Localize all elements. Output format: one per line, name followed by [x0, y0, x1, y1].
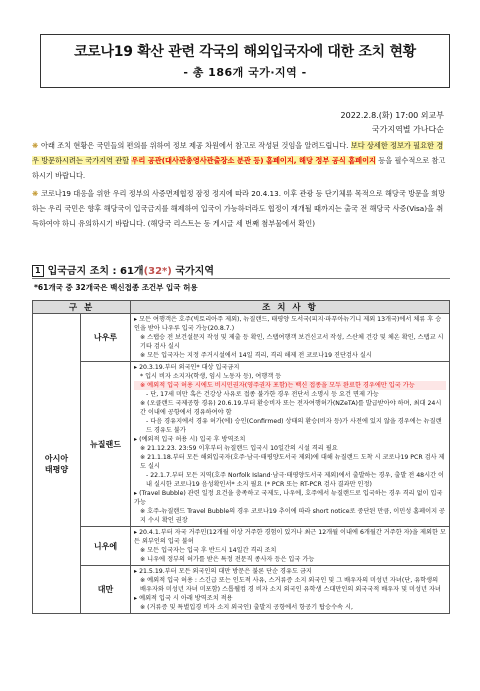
detail-line: ▸ 예외적 입국 시 아래 방역조치 적용: [134, 595, 233, 602]
notice-2-text-a: 코로나19 대응을 위한 우리 정부의 사증면제협정 잠정 정지에 따라 20.4.13. 이후 관광 등 단기체류 목적으로 해당국 방문을 희망하는 우리 국민은 향후 해당국이 입국금지를 해제하여 입국이 가능하더라도 협정이 재개될 때까지는 출국 전 해당국 사증(Visa)을 취득하여야 하니 유의하시기 바랍니다.: [32, 189, 446, 228]
country-cell: 뉴질랜드: [81, 362, 131, 527]
detail-cell: [131, 362, 450, 527]
detail-line: ※ 스탭승 전 보건설문지 작성 및 제출 등 확인, 스탭여행객 보건신고서 작성, 스산체 건강 및 체온 확인, 스탭교 시 기타 검사 실시: [140, 334, 444, 350]
detail-line: ▸ 20.3.19.부터 외국인* 대상 입국금지: [134, 364, 240, 371]
section-title-b: 국가지역: [175, 266, 214, 277]
detail-line: ※ 니우에 정부의 허가를 받은 특정 전문직 종사자 등은 입국 가능: [140, 556, 315, 563]
table-row: [33, 314, 450, 362]
detail-line: * 입시 비자 소지자(학생, 임시 노동자 등), 여행객 등: [140, 373, 282, 380]
detail-cell: [131, 527, 450, 566]
notice-1: [32, 138, 448, 183]
document-title: 코로나19 확산 관련 각국의 해외입국자에 대한 조치 현황: [74, 44, 416, 60]
detail-line: ※ 21.1.18.부터 모든 해외입국자(호주·남극·태평양도서국 제외)에 대해 뉴질랜드 도착 시 코로나19 PCR 검사 제도 실시: [140, 454, 445, 470]
detail-line: ▸ 20.4.1.부터 자국 거주민(12개월 이상 거주한 경험이 있거나 최근 12개월 이내에 6개월간 거주한 자)을 제외한 모든 외부인의 입국 불허: [134, 529, 446, 545]
detail-line: ※ (오클랜드 국제공항 경유) 20.6.19.부터 환승비자 또는 전자여행허가(NZeTA)를 발급받아야 하며, 최대 24시간 이내에 공항에서 경유하여야 함: [140, 400, 442, 416]
table-row: [33, 566, 450, 614]
detail-line: ※ 21.12.23. 23:59 이후부터 뉴질랜드 입국시 10일간의 시설 격리 필요: [140, 445, 338, 452]
notice-2-text-b: (해당국 리스트는 동 게시글 세 번째 첨부물에서 확인): [147, 219, 316, 228]
notice-2: [32, 186, 448, 231]
detail-cell: [131, 314, 450, 362]
document-date: 2022.2.8.(화) 17:00 외교부: [340, 111, 444, 120]
notice-1-text-c: 등을 필수적으로 참고하시기 바랍니다.: [32, 156, 446, 180]
section-title-a: 입국금지 조치 : 61개: [47, 266, 144, 277]
table-body: [33, 314, 450, 614]
detail-line: ▸ (Travel Bubble) 관련 일정 요건을 충족하고 국제도, 나우에, 호주에서 뉴질랜드로 입국하는 경우 격리 없이 입국 가능: [134, 490, 443, 506]
document-order-note: 국가지역별 가나다순: [371, 125, 444, 134]
country-cell: 니우에: [81, 527, 131, 566]
header-region: 구 분: [33, 301, 131, 314]
country-cell: 대만: [81, 566, 131, 614]
detail-line: - 22.1.7.부터 모든 지역(호주 Norfolk Island·남극·태평양도서국 제외)에서 출발하는 경우, 출발 전 48시간 이내 실시한 코로나19 음성확인서* 소지 필요 (* PCR 또는 RT-PCR 검사 결과만 인정): [146, 472, 444, 488]
detail-line: ※ 모든 입국자는 지정 주거시설에서 14일 격리, 격리 해제 전 코로나19 진단검사 실시: [140, 352, 372, 359]
table-header-row: [33, 301, 450, 314]
detail-line: ※ (거류증 및 특별입경 비자 소지 외국인) 출발지 공항에서 항공기 탑승수속 시,: [140, 604, 353, 611]
section-note: *61개국 중 32개국은 백신접종 조건부 입국 허용: [34, 283, 198, 292]
notice-1-text-b: 보다 상세한 정보가 필요한 경우 방문하시려는 국가지역 관할: [32, 141, 444, 165]
detail-line: ※ 예외적 입국 허용 시에도 비시민권자(영주권자 포함)는 백신 접종을 모두 완료한 경우에만 입국 가능: [134, 381, 446, 390]
detail-line: - 다음 경유지에서 경유 허가(에) 승인(Confirmed) 상태의 환승(비자 등)가 사전에 있지 않을 경우에는 뉴질랜드 경유도 불가: [146, 418, 442, 434]
document-subtitle: - 총 186개 국가·지역 -: [183, 66, 307, 79]
detail-line: ※ 모든 입국자는 입국 후 반드시 14일간 격리 조치: [140, 547, 277, 554]
header-detail: 조 치 사 항: [131, 301, 450, 314]
measures-table: [32, 300, 450, 614]
section-title-accent: (32*): [143, 266, 172, 277]
notice-mark-icon: ❋: [32, 141, 39, 150]
section-number: 1: [32, 265, 44, 277]
detail-line: ▸ 모든 여행객은 호주(빅토리아주 제외), 뉴질랜드, 태평양 도서국(피지·파푸아뉴기니 제외 13개국)에서 체류 후 승인을 받아 나우루 입국 가능(20.8.7.): [134, 316, 442, 332]
region-cell: 아시아 태평양: [33, 314, 81, 614]
table-row: [33, 527, 450, 566]
title-box: [40, 34, 450, 88]
section-heading: [32, 262, 450, 279]
detail-line: ※ 예외적 입국 허용 : 스긴급 또는 인도적 사유, 스거류증 소지 외국인 및 그 배우자의 미성년 자녀(단, 유학생의 배우자와 미성년 자녀 미포함) 스톱웰컴 경 비자 소지 외국인 유학생 스대만인의 외국국적 배우자 및 미성년 자녀: [140, 577, 441, 593]
detail-line: ▸ 21.5.19.부터 모든 외국인의 대만 방문은 불론 단순 경유도 금지: [134, 568, 312, 575]
table-row: [33, 362, 450, 527]
notice-mark-icon: ❋: [32, 189, 39, 198]
notice-1-text-red: 우리 공관(대사관총영사관출장소 분관 등) 홈페이지, 해당 정부 공식 홈페이지: [131, 156, 376, 165]
detail-line: ※ 호주-뉴질랜드 Travel Bubble의 경우 코로나19 추이에 따라 short notice로 중단된 만큼, 이민성 홈페이지 공지 수시 확인 권장: [140, 508, 445, 524]
detail-line: - 단, 17세 미만 혹은 건강상 사유로 접종 불가한 경우 전단서 소명시 등 요건 면제 가능: [146, 391, 379, 398]
detail-cell: [131, 566, 450, 614]
detail-line: ▸ (예외적 입국 허용 시) 입국 후 방역조치: [134, 436, 246, 443]
country-cell: 나우루: [81, 314, 131, 362]
notice-1-text-a: 아래 조치 현황은 국민들의 편의를 위하여 정보 제공 차원에서 참고로 작성된 것임을 알려드립니다.: [41, 141, 349, 150]
